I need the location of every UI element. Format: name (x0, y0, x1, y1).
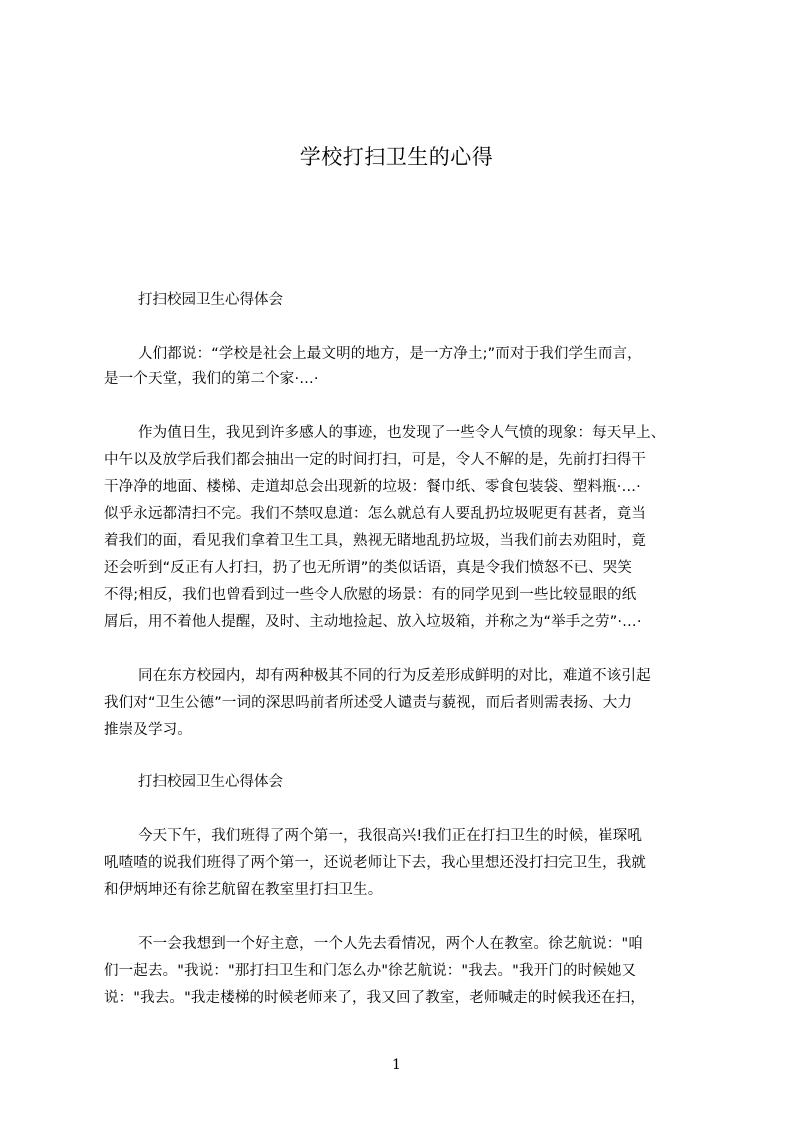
paragraph-line: 今天下午，我们班得了两个第一，我很高兴!我们正在打扫卫生的时候，崔琛吼 (138, 828, 643, 844)
paragraph-line: 和伊炳坤还有徐艺航留在教室里打扫卫生。 (104, 882, 383, 898)
paragraph-line: 作为值日生，我见到许多感人的事迹，也发现了一些令人气愤的现象：每天早上、 (138, 425, 666, 441)
paragraph-line: 中午以及放学后我们都会抽出一定的时间打扫，可是，令人不解的是，先前打扫得干 (104, 452, 647, 468)
section-heading: 打扫校园卫生心得体会 (138, 774, 283, 790)
paragraph-line: 人们都说：“学校是社会上最文明的地方，是一方净土;”而对于我们学生而言， (138, 346, 642, 362)
paragraph-line: 不得;相反，我们也曾看到过一些令人欣慰的场景：有的同学见到一些比较显眼的纸 (104, 587, 637, 603)
paragraph-line: 推崇及学习。 (104, 722, 192, 738)
paragraph-line: 是一个天堂，我们的第二个家·…· (104, 371, 319, 387)
paragraph-line: 着我们的面，看见我们拿着卫生工具，熟视无睹地乱扔垃圾，当我们前去劝阻时，竟 (104, 533, 647, 549)
paragraph-line: 干净净的地面、楼梯、走道却总会出现新的垃圾：餐巾纸、零食包装袋、塑料瓶·…· (104, 479, 641, 495)
page-number: 1 (392, 1057, 401, 1073)
page-title: 学校打扫卫生的心得 (299, 145, 494, 169)
paragraph-line: 不一会我想到一个好主意，一个人先去看情况，两个人在教室。徐艺航说："咱 (138, 936, 643, 952)
paragraph-line: 们一起去。"我说："那打扫卫生和门怎么办"徐艺航说："我去。"我开门的时候她又 (104, 963, 637, 979)
paragraph-line: 吼喳喳的说我们班得了两个第一，还说老师让下去，我心里想还没打扫完卫生，我就 (104, 855, 647, 871)
paragraph-line: 我们对“卫生公德”一词的深思吗前者所述受人谴责与藐视，而后者则需表扬、大力 (104, 695, 633, 711)
paragraph-line: 说："我去。"我走楼梯的时候老师来了，我又回了教室，老师喊走的时候我还在扫， (104, 990, 646, 1006)
paragraph-line: 似乎永远都清扫不完。我们不禁叹息道：怎么就总有人要乱扔垃圾呢更有甚者，竟当 (104, 506, 647, 522)
paragraph-line: 还会听到“反正有人打扫，扔了也无所谓”的类似话语，真是令我们愤怒不已、哭笑 (104, 560, 633, 576)
section-heading: 打扫校园卫生心得体会 (138, 292, 283, 308)
paragraph-line: 屑后，用不着他人提醒，及时、主动地捡起、放入垃圾箱，并称之为“举手之劳”·…· (104, 614, 642, 630)
paragraph-line: 同在东方校园内，却有两种极其不同的行为反差形成鲜明的对比，难道不该引起 (138, 668, 651, 684)
